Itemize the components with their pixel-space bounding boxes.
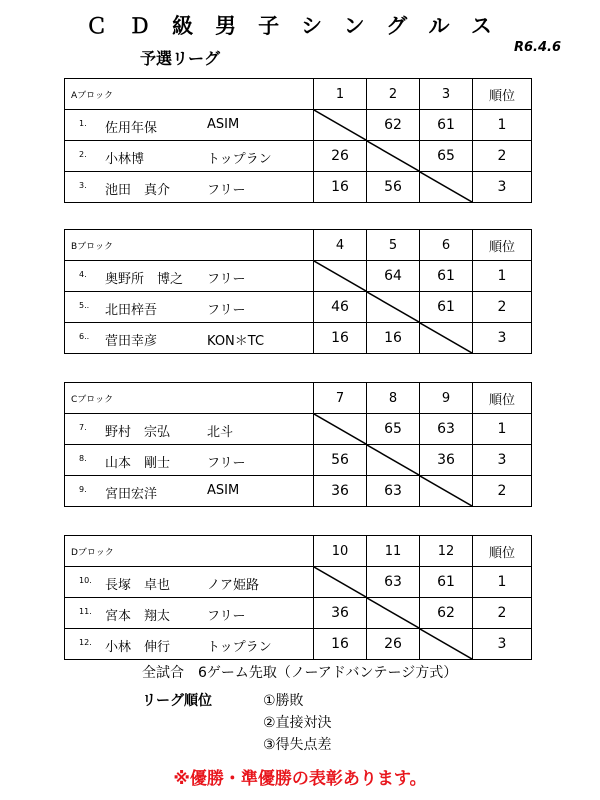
table-row — [65, 476, 532, 507]
column-header: 5 — [367, 230, 420, 261]
player-number: 4. — [79, 270, 87, 279]
player-name: 宮本 翔太 — [105, 609, 171, 624]
player-cell — [65, 292, 314, 323]
self-match-cell — [314, 567, 367, 598]
player-cell — [65, 172, 314, 203]
player-club: フリー — [207, 272, 246, 287]
score-cell: 62 — [367, 110, 420, 141]
player-cell — [65, 414, 314, 445]
score-cell: 26 — [367, 629, 420, 660]
table-row — [65, 414, 532, 445]
self-match-cell — [367, 141, 420, 172]
column-header: 9 — [420, 383, 473, 414]
table-row — [65, 323, 532, 354]
player-name: 野村 宗弘 — [105, 425, 171, 440]
table-row — [65, 567, 532, 598]
player-number: 9. — [79, 485, 87, 494]
rank-header: 順位 — [473, 536, 532, 567]
table-row — [65, 141, 532, 172]
score-cell: 46 — [314, 292, 367, 323]
self-match-cell — [367, 445, 420, 476]
self-match-cell — [367, 292, 420, 323]
score-cell: 61 — [420, 292, 473, 323]
ranking-item-3: ③得失点差 — [263, 737, 332, 753]
score-cell: 36 — [420, 445, 473, 476]
rank-cell: 2 — [473, 476, 532, 507]
player-cell — [65, 629, 314, 660]
rank-cell: 1 — [473, 567, 532, 598]
player-number: 2. — [79, 150, 87, 159]
match-rule: 全試合 6ゲーム先取（ノーアドバンテージ方式） — [142, 665, 458, 681]
player-club: フリー — [207, 303, 246, 318]
player-club: フリー — [207, 609, 246, 624]
score-cell: 56 — [314, 445, 367, 476]
player-number: 6.. — [79, 332, 90, 341]
player-number: 8. — [79, 454, 87, 463]
self-match-cell — [314, 261, 367, 292]
rank-cell: 3 — [473, 323, 532, 354]
player-number: 5.. — [79, 301, 90, 310]
score-cell: 62 — [420, 598, 473, 629]
column-header: 7 — [314, 383, 367, 414]
ranking-label: リーグ順位 — [142, 693, 212, 709]
score-cell: 65 — [420, 141, 473, 172]
column-header: 1 — [314, 79, 367, 110]
block-name: Dブロック — [65, 536, 314, 567]
league-table — [64, 229, 532, 354]
rank-cell: 2 — [473, 598, 532, 629]
score-cell: 36 — [314, 476, 367, 507]
player-name: 菅田幸彦 — [105, 334, 158, 349]
player-club: トップラン — [207, 152, 272, 167]
score-cell: 16 — [314, 629, 367, 660]
league-table — [64, 535, 532, 660]
player-name: 佐用年保 — [105, 121, 158, 136]
player-cell — [65, 110, 314, 141]
player-name: 池田 真介 — [105, 183, 171, 198]
player-club: KON＊TC — [207, 334, 265, 349]
table-row — [65, 629, 532, 660]
column-header: 12 — [420, 536, 473, 567]
self-match-cell — [420, 323, 473, 354]
rank-cell: 3 — [473, 445, 532, 476]
player-number: 11. — [79, 607, 92, 616]
score-cell: 64 — [367, 261, 420, 292]
player-cell — [65, 141, 314, 172]
self-match-cell — [314, 414, 367, 445]
column-header: 10 — [314, 536, 367, 567]
column-header: 6 — [420, 230, 473, 261]
self-match-cell — [420, 629, 473, 660]
score-cell: 61 — [420, 567, 473, 598]
score-cell: 26 — [314, 141, 367, 172]
score-cell: 16 — [314, 323, 367, 354]
ranking-item-2: ②直接対決 — [263, 715, 332, 731]
rank-cell: 3 — [473, 172, 532, 203]
table-row — [65, 110, 532, 141]
player-name: 北田梓吾 — [105, 303, 158, 318]
score-cell: 61 — [420, 110, 473, 141]
rank-cell: 2 — [473, 141, 532, 172]
rank-header: 順位 — [473, 383, 532, 414]
table-row — [65, 598, 532, 629]
player-cell — [65, 323, 314, 354]
rank-cell: 1 — [473, 414, 532, 445]
player-name: 長塚 卓也 — [105, 578, 171, 593]
player-name: 小林博 — [105, 152, 145, 167]
player-club: トップラン — [207, 640, 272, 655]
player-name: 宮田宏洋 — [105, 487, 158, 502]
player-number: 10. — [79, 576, 92, 585]
column-header: 11 — [367, 536, 420, 567]
table-row — [65, 172, 532, 203]
table-row — [65, 445, 532, 476]
player-club: フリー — [207, 456, 246, 471]
league-table — [64, 382, 532, 507]
award-notice: ※優勝・準優勝の表彰あります。 — [173, 769, 427, 789]
self-match-cell — [367, 598, 420, 629]
player-club: 北斗 — [207, 425, 234, 440]
column-header: 2 — [367, 79, 420, 110]
player-number: 1. — [79, 119, 87, 128]
score-cell: 56 — [367, 172, 420, 203]
player-cell — [65, 445, 314, 476]
block-name: Aブロック — [65, 79, 314, 110]
table-row — [65, 261, 532, 292]
score-cell: 36 — [314, 598, 367, 629]
player-number: 7. — [79, 423, 87, 432]
date-label: R6.4.6 — [514, 40, 562, 55]
page-title: ＣＤ級男子シングルス — [86, 14, 514, 38]
score-cell: 63 — [367, 567, 420, 598]
column-header: 8 — [367, 383, 420, 414]
player-number: 3. — [79, 181, 87, 190]
player-cell — [65, 261, 314, 292]
player-club: ASIM — [207, 483, 240, 498]
player-cell — [65, 567, 314, 598]
player-name: 山本 剛士 — [105, 456, 171, 471]
rank-header: 順位 — [473, 79, 532, 110]
player-name: 小林 伸行 — [105, 640, 171, 655]
rank-cell: 1 — [473, 110, 532, 141]
page-subtitle: 予選リーグ — [140, 49, 221, 68]
player-name: 奥野所 博之 — [105, 272, 184, 287]
score-cell: 65 — [367, 414, 420, 445]
ranking-item-1: ①勝敗 — [263, 693, 304, 709]
league-table — [64, 78, 532, 203]
player-cell — [65, 476, 314, 507]
score-cell: 16 — [367, 323, 420, 354]
column-header: 4 — [314, 230, 367, 261]
block-name: Bブロック — [65, 230, 314, 261]
player-number: 12. — [79, 638, 92, 647]
self-match-cell — [420, 172, 473, 203]
score-cell: 16 — [314, 172, 367, 203]
rank-cell: 1 — [473, 261, 532, 292]
column-header: 3 — [420, 79, 473, 110]
self-match-cell — [314, 110, 367, 141]
player-club: ノア姫路 — [207, 578, 260, 593]
table-row — [65, 292, 532, 323]
rank-cell: 3 — [473, 629, 532, 660]
block-name: Cブロック — [65, 383, 314, 414]
score-cell: 61 — [420, 261, 473, 292]
score-cell: 63 — [420, 414, 473, 445]
player-cell — [65, 598, 314, 629]
self-match-cell — [420, 476, 473, 507]
player-club: ASIM — [207, 117, 240, 132]
rank-cell: 2 — [473, 292, 532, 323]
rank-header: 順位 — [473, 230, 532, 261]
player-club: フリー — [207, 183, 246, 198]
score-cell: 63 — [367, 476, 420, 507]
